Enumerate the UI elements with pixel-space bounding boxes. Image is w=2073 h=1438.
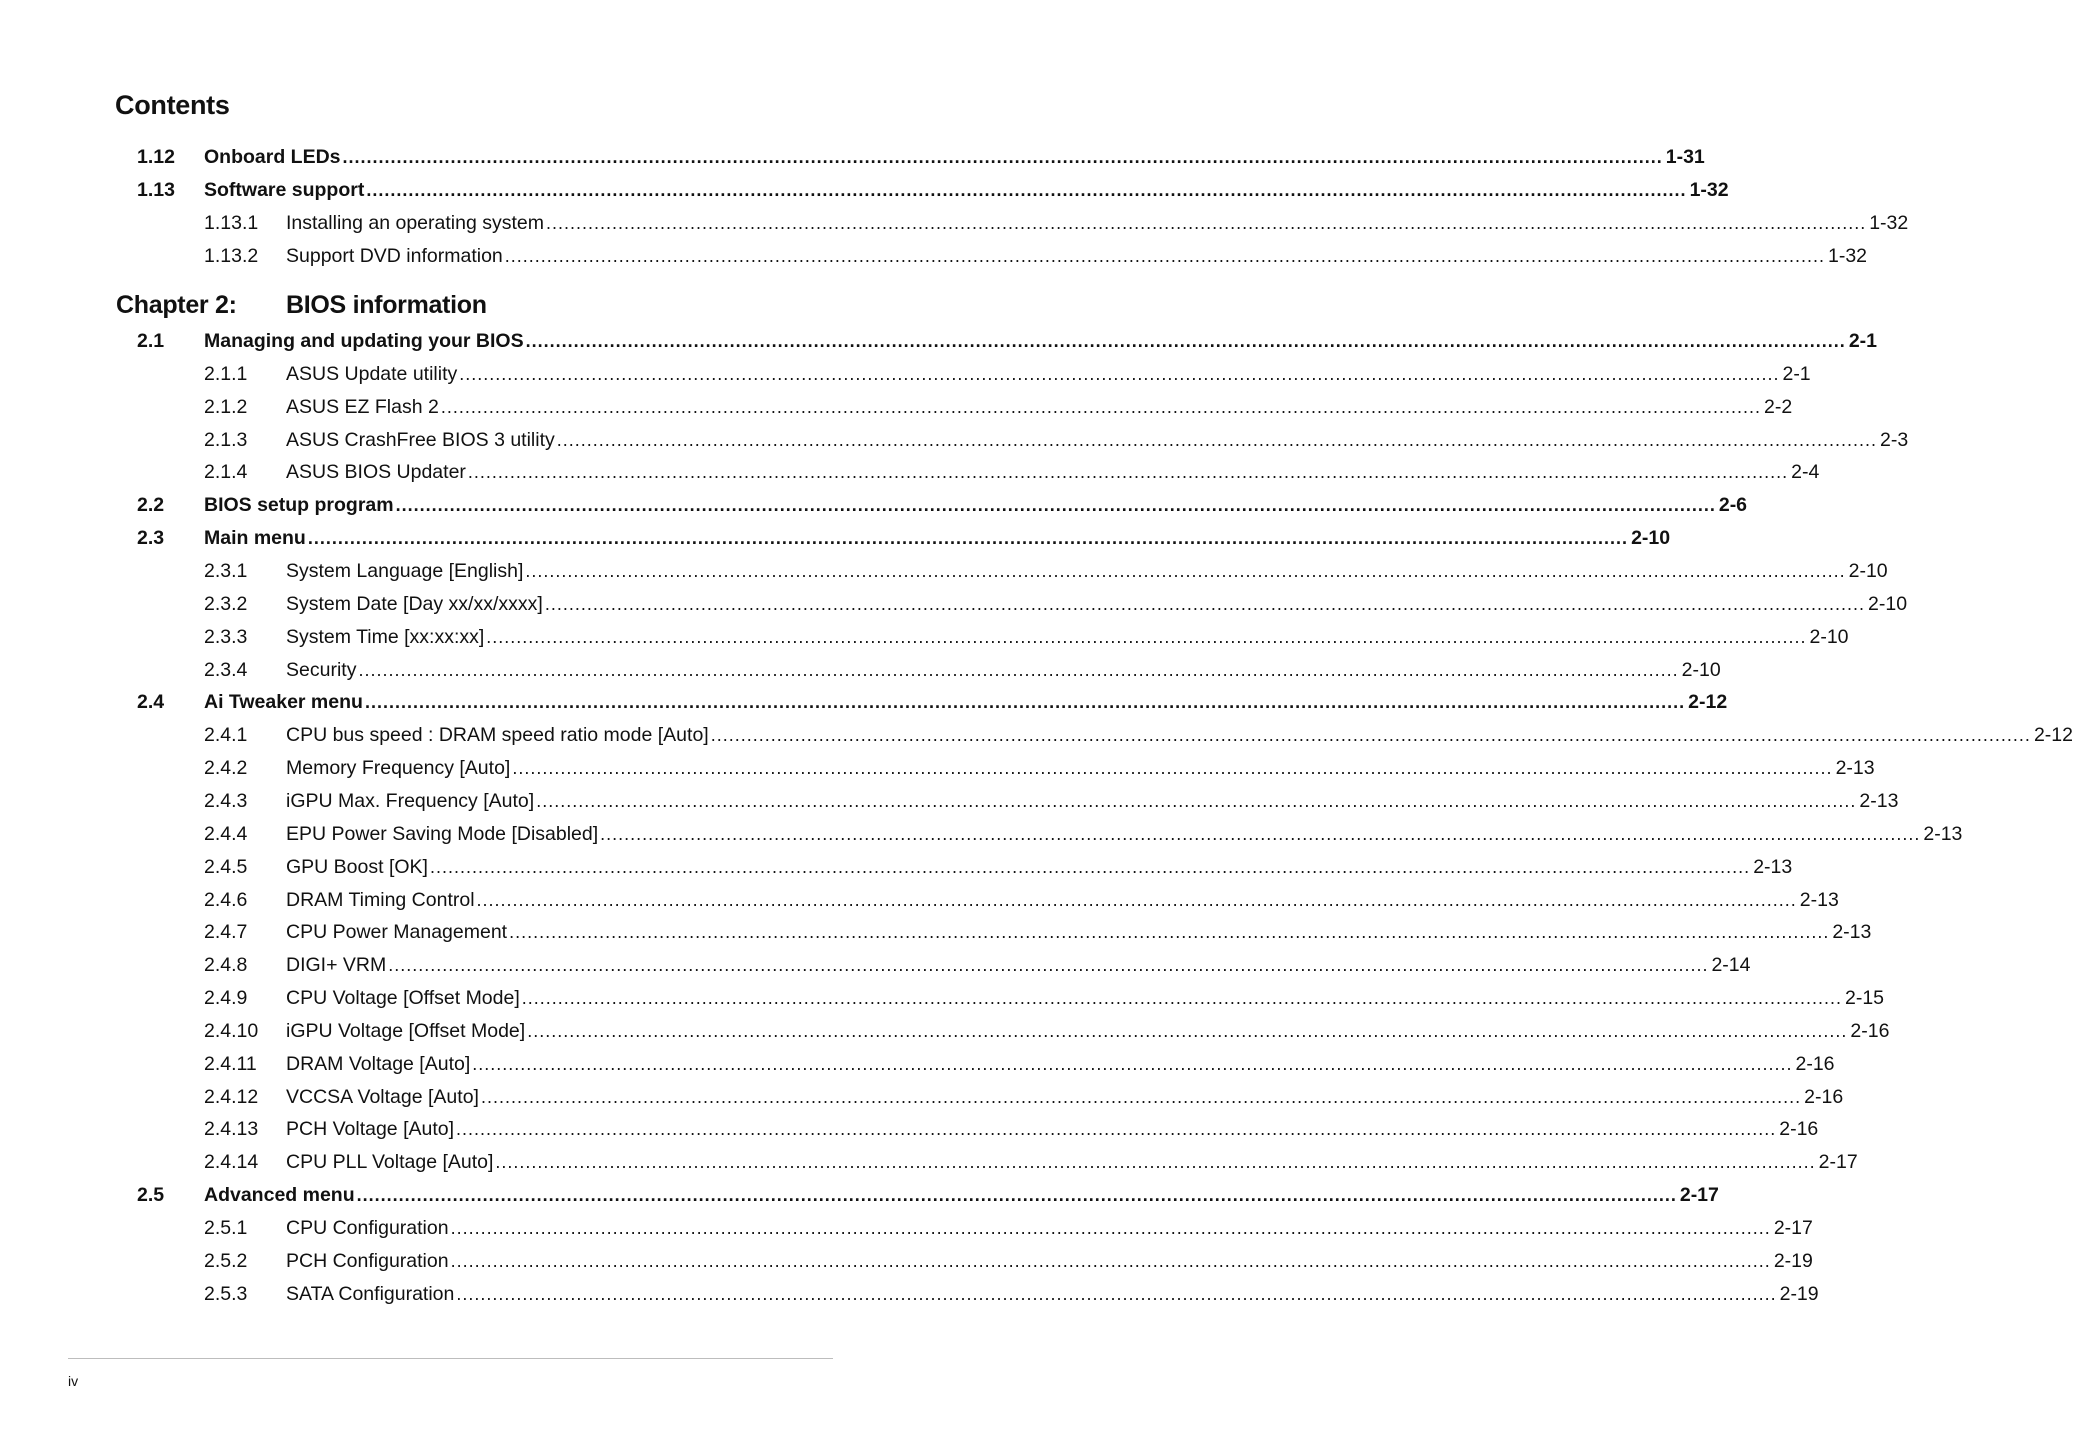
footer-rule: [68, 1358, 833, 1359]
toc-entry[interactable]: [0, 559, 1888, 583]
toc-entry-leader-line: [286, 888, 1839, 912]
toc-entry-leader-line: [286, 1085, 1844, 1109]
toc-entry-leader-line: [286, 460, 1820, 484]
toc-dot-leader: ............................................................................................................................................................................................................................: [525, 561, 1846, 581]
toc-entry-number: 2.1: [137, 330, 165, 352]
toc-dot-leader: ............................................................................................................................................................................................................................: [544, 593, 1866, 614]
toc-entry-title: PCH Configuration: [286, 1249, 449, 1272]
toc-entry[interactable]: [0, 428, 1909, 452]
toc-entry-leader-line: [204, 526, 1671, 550]
toc-entry-page: 2-10: [1848, 560, 1888, 582]
toc-entry-leader-line: [204, 1183, 1719, 1207]
toc-entry-page: 2-13: [1832, 921, 1872, 944]
toc-entry-page: 2-3: [1879, 428, 1909, 451]
toc-dot-leader: ............................................................................................................................................................................................................................: [307, 528, 1629, 549]
toc-entry[interactable]: [0, 493, 1748, 517]
toc-entry-leader-line: [286, 1052, 1835, 1076]
toc-entry-page: 1-32: [1869, 211, 1909, 234]
toc-entry-page: 2-15: [1844, 987, 1885, 1009]
toc-entry-number: 2.4.8: [204, 954, 248, 977]
toc-entry-leader-line: [286, 756, 1875, 780]
toc-entry-title: Security: [286, 658, 357, 681]
toc-entry-leader-line: [204, 690, 1728, 714]
toc-entry-title: ASUS CrashFree BIOS 3 utility: [286, 428, 555, 451]
toc-entry-leader-line: [204, 329, 1877, 353]
toc-entry-title: iGPU Max. Frequency [Auto]: [286, 789, 535, 812]
toc-entry-number: 2.4.7: [204, 921, 248, 944]
toc-entry-number: 2.5.1: [204, 1217, 248, 1239]
toc-entry-number: 2.4.12: [204, 1085, 259, 1108]
toc-entry-page: 2-19: [1779, 1282, 1819, 1305]
toc-entry-title: ASUS BIOS Updater: [286, 461, 466, 484]
chapter-heading: [116, 291, 487, 320]
toc-dot-leader: ............................................................................................................................................................................................................................: [536, 790, 1857, 811]
toc-entry-leader-line: [286, 723, 2073, 747]
toc-entry-leader-line: [286, 1249, 1813, 1273]
toc-entry-leader-line: [204, 145, 1705, 169]
toc-entry-page: 1-32: [1828, 244, 1868, 267]
toc-entry-number: 2.3.4: [204, 658, 248, 681]
toc-entry-leader-line: [286, 211, 1909, 235]
toc-entry-number: 2.5.2: [204, 1249, 248, 1272]
toc-entry-page: 1-32: [1689, 178, 1729, 201]
toc-entry[interactable]: [0, 658, 1721, 682]
toc-entry-title: CPU Voltage [Offset Mode]: [286, 987, 520, 1009]
toc-entry-title: ASUS EZ Flash 2: [286, 395, 439, 418]
toc-entry[interactable]: [0, 1183, 1719, 1207]
toc-entry-title: VCCSA Voltage [Auto]: [286, 1085, 479, 1108]
toc-entry-page: 2-12: [2033, 724, 2073, 747]
toc-entry[interactable]: [0, 526, 1671, 550]
toc-entry-leader-line: [286, 1150, 1858, 1174]
toc-entry[interactable]: [0, 723, 2073, 747]
toc-entry-leader-line: [286, 395, 1793, 419]
toc-entry-title: CPU Configuration: [286, 1217, 449, 1239]
toc-entry-number: 2.3.3: [204, 625, 248, 648]
toc-entry-title: Software support: [204, 178, 365, 201]
toc-entry[interactable]: [0, 1117, 1819, 1141]
toc-entry-page: 2-13: [1799, 888, 1839, 911]
toc-entry-page: 2-16: [1804, 1085, 1844, 1108]
toc-entry[interactable]: [0, 822, 1963, 846]
toc-entry-number: 2.4.13: [204, 1118, 259, 1141]
toc-entry-number: 2.4.4: [204, 822, 248, 845]
toc-entry-page: 2-13: [1923, 822, 1963, 845]
toc-entry[interactable]: [0, 244, 1868, 268]
toc-entry-leader-line: [286, 986, 1885, 1010]
toc-entry-title: Advanced menu: [204, 1184, 355, 1207]
toc-entry-number: 1.13.1: [204, 211, 259, 234]
toc-entry-title: Managing and updating your BIOS: [204, 330, 524, 352]
toc-entry[interactable]: [0, 395, 1793, 419]
toc-dot-leader: ............................................................................................................................................................................................................................: [356, 1185, 1677, 1206]
toc-entry-leader-line: [286, 658, 1721, 682]
toc-dot-leader: ............................................................................................................................................................................................................................: [459, 363, 1780, 384]
toc-entry-title: Onboard LEDs: [204, 146, 341, 168]
toc-entry-title: Main menu: [204, 527, 306, 550]
toc-dot-leader: ............................................................................................................................................................................................................................: [456, 1119, 1777, 1140]
toc-entry-page: 2-10: [1809, 625, 1849, 648]
toc-entry-number: 2.3.1: [204, 560, 248, 582]
toc-dot-leader: ............................................................................................................................................................................................................................: [364, 692, 1686, 713]
toc-entry[interactable]: [0, 888, 1839, 912]
toc-entry-number: 2.4.6: [204, 888, 248, 911]
toc-entry-page: 2-14: [1711, 954, 1751, 977]
toc-entry-number: 2.3: [137, 527, 165, 550]
toc-dot-leader: ............................................................................................................................................................................................................................: [456, 1283, 1777, 1304]
toc-entry-leader-line: [204, 178, 1729, 202]
toc-entry-title: PCH Voltage [Auto]: [286, 1118, 455, 1141]
toc-dot-leader: ............................................................................................................................................................................................................................: [521, 988, 1842, 1008]
toc-entry-leader-line: [286, 1216, 1813, 1240]
toc-dot-leader: ............................................................................................................................................................................................................................: [450, 1250, 1771, 1271]
toc-entry-title: System Time [xx:xx:xx]: [286, 625, 485, 648]
toc-entry[interactable]: [0, 756, 1875, 780]
toc-dot-leader: ............................................................................................................................................................................................................................: [525, 331, 1846, 351]
toc-entry-number: 2.3.2: [204, 592, 248, 615]
toc-entry[interactable]: [0, 1085, 1844, 1109]
toc-entry-number: 2.5: [137, 1184, 165, 1207]
toc-entry-page: 2-12: [1688, 691, 1728, 714]
toc-entry[interactable]: [0, 1052, 1835, 1076]
toc-dot-leader: ............................................................................................................................................................................................................................: [480, 1086, 1802, 1107]
toc-entry-page: 1-31: [1665, 146, 1705, 168]
chapter-label: Chapter 2:: [116, 291, 237, 319]
toc-entry-page: 2-6: [1718, 494, 1748, 517]
toc-entry-title: SATA Configuration: [286, 1282, 455, 1305]
toc-entry[interactable]: [0, 145, 1705, 169]
toc-dot-leader: ............................................................................................................................................................................................................................: [495, 1152, 1816, 1173]
toc-entry-page: 2-4: [1791, 461, 1820, 484]
toc-entry-leader-line: [286, 592, 1908, 616]
toc-entry-title: DIGI+ VRM: [286, 954, 387, 977]
toc-entry-page: 2-16: [1795, 1052, 1835, 1075]
toc-entry[interactable]: [0, 1150, 1858, 1174]
toc-entry[interactable]: [0, 855, 1793, 879]
toc-dot-leader: ............................................................................................................................................................................................................................: [527, 1020, 1848, 1041]
toc-entry-leader-line: [286, 362, 1811, 386]
toc-entry-number: 2.4: [137, 691, 165, 714]
toc-entry-title: Memory Frequency [Auto]: [286, 757, 511, 779]
toc-entry-title: DRAM Timing Control: [286, 888, 475, 911]
toc-entry[interactable]: [0, 1282, 1819, 1306]
toc-entry-leader-line: [286, 789, 1899, 813]
chapter-title: BIOS information: [286, 291, 487, 319]
toc-entry-leader-line: [204, 493, 1748, 517]
toc-entry[interactable]: [0, 690, 1728, 714]
toc-dot-leader: ............................................................................................................................................................................................................................: [504, 245, 1825, 266]
toc-entry-number: 2.4.9: [204, 987, 248, 1009]
toc-dot-leader: ............................................................................................................................................................................................................................: [472, 1053, 1793, 1074]
toc-entry-title: Installing an operating system: [286, 211, 544, 234]
toc-entry-leader-line: [286, 559, 1888, 583]
toc-entry[interactable]: [0, 329, 1877, 353]
toc-entry-title: CPU PLL Voltage [Auto]: [286, 1151, 494, 1174]
page-number: iv: [68, 1373, 79, 1389]
toc-entry-title: System Language [English]: [286, 560, 524, 582]
toc-entry-number: 2.1.3: [204, 428, 248, 451]
toc-dot-leader: ............................................................................................................................................................................................................................: [545, 212, 1867, 233]
toc-entry-leader-line: [286, 1019, 1890, 1043]
page-title: Contents: [115, 90, 230, 120]
toc-entry[interactable]: [0, 178, 1729, 202]
toc-entry-leader-line: [286, 920, 1872, 944]
toc-entry-number: 2.5.3: [204, 1282, 248, 1305]
toc-entry-title: DRAM Voltage [Auto]: [286, 1052, 471, 1075]
toc-entry-page: 2-10: [1681, 658, 1721, 681]
toc-entry-page: 2-13: [1753, 855, 1793, 878]
toc-entry-number: 2.1.1: [204, 362, 248, 385]
toc-entry-leader-line: [286, 1117, 1819, 1141]
toc-entry-title: EPU Power Saving Mode [Disabled]: [286, 822, 599, 845]
toc-entry-leader-line: [286, 855, 1793, 879]
toc-dot-leader: ............................................................................................................................................................................................................................: [467, 462, 1789, 483]
toc-entry[interactable]: [0, 920, 1872, 944]
toc-dot-leader: ............................................................................................................................................................................................................................: [429, 856, 1751, 877]
toc-dot-leader: ............................................................................................................................................................................................................................: [366, 179, 1687, 200]
toc-entry-number: 1.12: [137, 146, 175, 168]
toc-entry[interactable]: [0, 362, 1811, 386]
toc-dot-leader: ............................................................................................................................................................................................................................: [358, 659, 1679, 680]
toc-entry[interactable]: [0, 1019, 1890, 1043]
toc-entry-title: GPU Boost [OK]: [286, 855, 428, 878]
toc-dot-leader: ............................................................................................................................................................................................................................: [512, 758, 1833, 778]
toc-dot-leader: ............................................................................................................................................................................................................................: [600, 823, 1921, 844]
toc-entry-title: System Date [Day xx/xx/xxxx]: [286, 592, 543, 615]
toc-entry-leader-line: [286, 1282, 1819, 1306]
toc-dot-leader: ............................................................................................................................................................................................................................: [342, 147, 1663, 167]
toc-entry-page: 2-17: [1679, 1184, 1719, 1207]
toc-entry-number: 2.4.1: [204, 724, 248, 747]
toc-entry-page: 2-10: [1868, 592, 1908, 615]
toc-entry-page: 2-16: [1850, 1019, 1890, 1042]
toc-entry-title: iGPU Voltage [Offset Mode]: [286, 1019, 526, 1042]
toc-entry-page: 2-19: [1773, 1249, 1813, 1272]
toc-entry-title: ASUS Update utility: [286, 362, 458, 385]
toc-entry[interactable]: [0, 986, 1885, 1010]
toc-entry[interactable]: [0, 625, 1849, 649]
toc-entry[interactable]: [0, 592, 1908, 616]
toc-entry-page: 2-1: [1782, 362, 1811, 385]
toc-entry[interactable]: [0, 1216, 1813, 1240]
toc-entry-title: Support DVD information: [286, 244, 503, 267]
toc-entry-page: 2-17: [1818, 1151, 1858, 1174]
toc-entry-number: 1.13.2: [204, 244, 259, 267]
toc-dot-leader: ............................................................................................................................................................................................................................: [388, 955, 1709, 976]
toc-entry[interactable]: [0, 789, 1899, 813]
toc-entry-title: CPU bus speed : DRAM speed ratio mode [Auto]: [286, 724, 709, 747]
toc-entry-number: 2.4.14: [204, 1151, 259, 1174]
toc-entry-title: Ai Tweaker menu: [204, 691, 363, 714]
toc-entry-number: 2.4.11: [204, 1052, 257, 1075]
toc-entry-page: 2-10: [1631, 527, 1671, 550]
toc-dot-leader: ............................................................................................................................................................................................................................: [556, 429, 1877, 450]
toc-entry-title: CPU Power Management: [286, 921, 508, 944]
toc-entry-page: 2-17: [1773, 1217, 1813, 1239]
toc-entry-page: 2-16: [1779, 1118, 1819, 1141]
toc-entry-number: 2.1.4: [204, 461, 248, 484]
toc-dot-leader: ............................................................................................................................................................................................................................: [450, 1218, 1771, 1238]
toc-entry-number: 1.13: [137, 178, 175, 201]
toc-entry-leader-line: [286, 625, 1849, 649]
toc-dot-leader: ............................................................................................................................................................................................................................: [440, 396, 1762, 417]
toc-dot-leader: ............................................................................................................................................................................................................................: [710, 725, 2031, 746]
toc-entry[interactable]: [0, 1249, 1813, 1273]
toc-entry-number: 2.4.5: [204, 855, 248, 878]
toc-entry[interactable]: [0, 953, 1751, 977]
toc-entry-page: 2-13: [1835, 757, 1875, 779]
toc-dot-leader: ............................................................................................................................................................................................................................: [476, 889, 1797, 910]
toc-entry-number: 2.4.2: [204, 757, 248, 779]
toc-entry-page: 2-2: [1764, 395, 1793, 418]
toc-entry-leader-line: [286, 428, 1909, 452]
toc-dot-leader: ............................................................................................................................................................................................................................: [395, 495, 1716, 516]
toc-dot-leader: ............................................................................................................................................................................................................................: [509, 922, 1830, 943]
toc-entry-page: 2-1: [1848, 330, 1877, 352]
toc-entry-leader-line: [286, 822, 1963, 846]
toc-entry-number: 2.2: [137, 494, 165, 517]
toc-entry-leader-line: [286, 244, 1868, 268]
toc-entry-title: BIOS setup program: [204, 494, 394, 517]
toc-entry[interactable]: [0, 460, 1820, 484]
toc-entry-number: 2.4.3: [204, 789, 248, 812]
toc-entry-number: 2.1.2: [204, 395, 248, 418]
toc-dot-leader: ............................................................................................................................................................................................................................: [486, 626, 1807, 647]
toc-entry-leader-line: [286, 953, 1751, 977]
toc-entry-page: 2-13: [1859, 789, 1899, 812]
toc-entry[interactable]: [0, 211, 1909, 235]
toc-entry-number: 2.4.10: [204, 1019, 259, 1042]
